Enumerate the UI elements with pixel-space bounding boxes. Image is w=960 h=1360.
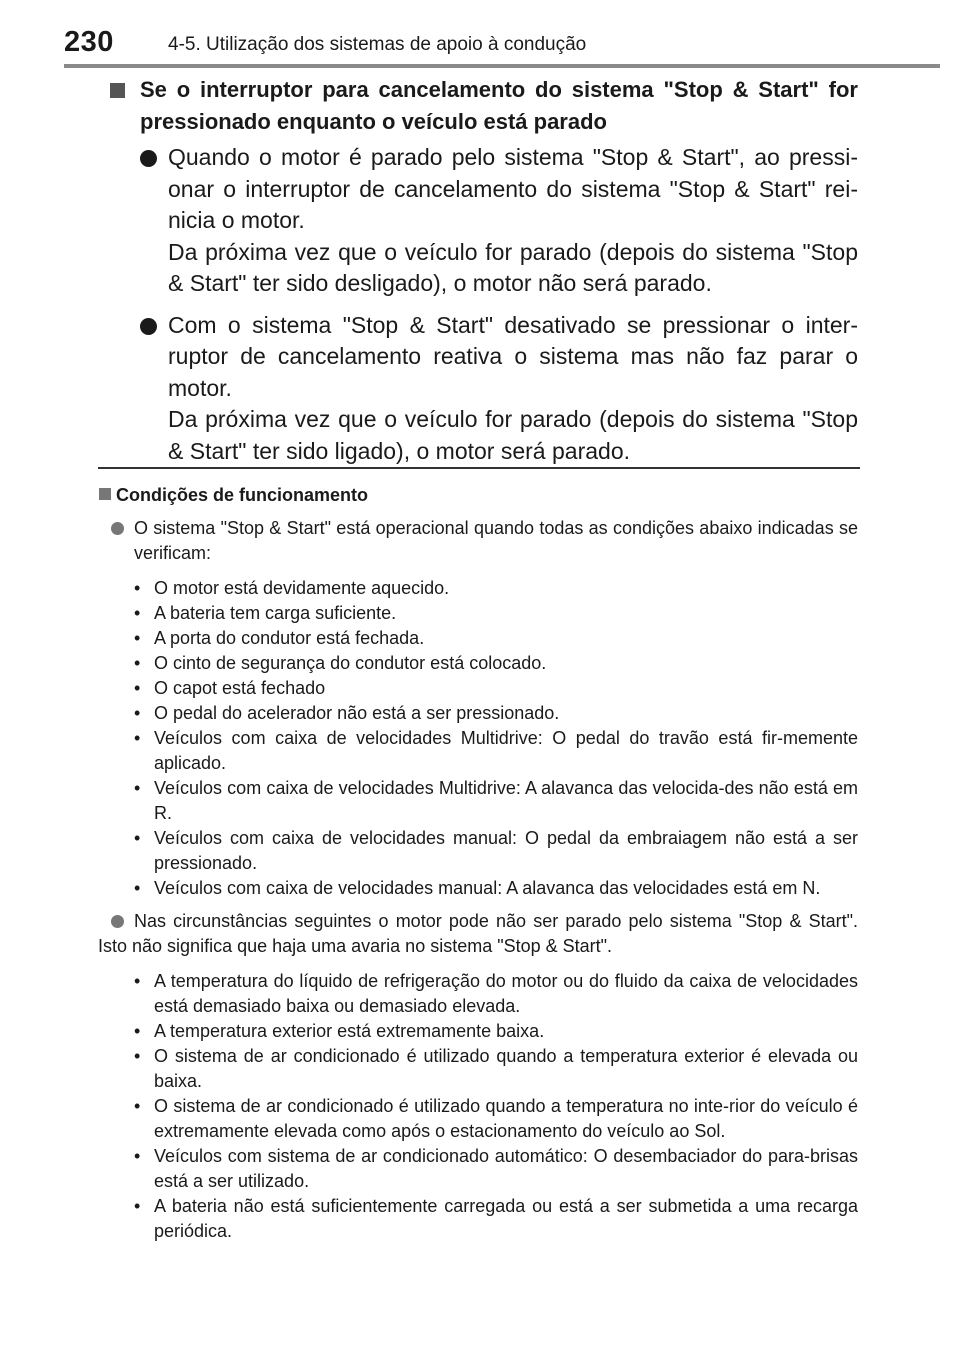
bullet-icon: • [134, 728, 141, 748]
list-item: • Veículos com caixa de velocidades Multidrive: O pedal do travão está fir-memente aplicado. [134, 728, 858, 773]
list-item: • Veículos com caixa de velocidades manual: A alavanca das velocidades está em N. [154, 876, 858, 901]
bullet-icon: • [134, 653, 141, 673]
main-bullet-2-note: Da próxima vez que o veículo for parado (depois do sistema "Stop & Start" ter sido ligado), o motor será parado. [168, 406, 858, 464]
conditions-heading-text: Condições de funcionamento [116, 485, 369, 505]
section-divider [98, 467, 860, 469]
main-bullet-1 [106, 142, 858, 300]
list-item: • O sistema de ar condicionado é utilizado quando a temperatura exterior é elevada ou baixa. [134, 1046, 858, 1091]
list-item: • O sistema de ar condicionado é utilizado quando a temperatura no inte-rior do veículo é extremamente elevada como após o estacionamento do veículo ao Sol. [134, 1096, 858, 1141]
square-marker-icon [110, 83, 125, 98]
bullet-icon: • [134, 578, 141, 598]
page-number: 230 [64, 26, 114, 58]
circle-bullet-icon [140, 318, 157, 335]
list-item: • A temperatura do líquido de refrigeração do motor ou do fluido da caixa de velocidades está demasiado baixa ou demasiado elevada. [134, 971, 858, 1016]
list-item: • O capot está fechado [154, 676, 858, 701]
circle-bullet-icon [111, 915, 124, 928]
list-item: • A temperatura exterior está extremamente baixa. [154, 1019, 858, 1044]
main-bullet-2 [106, 310, 858, 468]
bullet-icon: • [134, 1146, 141, 1166]
main-heading [106, 74, 858, 138]
list-item: • O motor está devidamente aquecido. [154, 576, 858, 601]
page-header [64, 26, 940, 66]
list-item: • Veículos com caixa de velocidades Multidrive: A alavanca das velocida-des não está em R. [134, 778, 858, 823]
bullet-icon: • [134, 1021, 141, 1041]
list-item: • O pedal do acelerador não está a ser pressionado. [154, 701, 858, 726]
bullet-icon: • [134, 878, 141, 898]
circle-bullet-icon [140, 150, 157, 167]
main-bullet-2-text: Com o sistema "Stop & Start" desativado se pressionar o inter-ruptor de cancelamento reativa o sistema mas não faz parar o motor. [168, 311, 858, 401]
conditions-bullet-1-text: O sistema "Stop & Start" está operacional quando todas as condições abaixo indicadas se verificam: [134, 518, 858, 563]
square-marker-icon [99, 488, 111, 500]
header-divider [64, 64, 940, 68]
main-section [106, 74, 858, 467]
bullet-icon: • [134, 778, 141, 798]
bullet-icon: • [134, 971, 141, 991]
bullet-icon: • [134, 628, 141, 648]
bullet-icon: • [134, 1096, 141, 1116]
main-bullet-1-text: Quando o motor é parado pelo sistema "Stop & Start", ao pressi-onar o interruptor de cancelamento do sistema "Stop & Start" rei-nicia o motor. [168, 144, 858, 233]
bullet-icon: • [134, 1046, 141, 1066]
main-heading-text: Se o interruptor para cancelamento do sistema "Stop & Start" for pressionado enquanto o veículo está parado [140, 77, 858, 134]
list-item: • A porta do condutor está fechada. [154, 626, 858, 651]
operating-conditions-list [98, 576, 858, 901]
section-title: 4-5. Utilização dos sistemas de apoio à condução [168, 34, 587, 55]
list-item: • Veículos com caixa de velocidades manual: O pedal da embraiagem não está a ser pressionado. [134, 828, 858, 873]
bullet-icon: • [134, 603, 141, 623]
list-item: • Veículos com sistema de ar condicionado automático: O desembaciador do para-brisas está a ser utilizado. [134, 1146, 858, 1191]
list-item: • A bateria não está suficientemente carregada ou está a ser submetida a uma recarga periódica. [134, 1196, 858, 1241]
list-item: • A bateria tem carga suficiente. [154, 601, 858, 626]
bullet-icon: • [134, 828, 141, 848]
conditions-bullet-2 [98, 909, 858, 959]
conditions-bullet-2-text: Nas circunstâncias seguintes o motor pode não ser parado pelo sistema "Stop & Start". Isto não significa que haja uma avaria no sistema "Stop & Start". [98, 911, 858, 956]
main-bullet-1-note: Da próxima vez que o veículo for parado (depois do sistema "Stop & Start" ter sido desligado), o motor não será parado. [168, 238, 858, 296]
bullet-icon: • [134, 1196, 141, 1216]
conditions-section [98, 482, 858, 1244]
circle-bullet-icon [111, 522, 124, 535]
conditions-bullet-1 [98, 516, 858, 566]
bullet-icon: • [134, 703, 141, 723]
list-item: • O cinto de segurança do condutor está colocado. [154, 651, 858, 676]
bullet-icon: • [134, 678, 141, 698]
conditions-heading [98, 482, 858, 508]
exceptions-list [98, 969, 858, 1244]
